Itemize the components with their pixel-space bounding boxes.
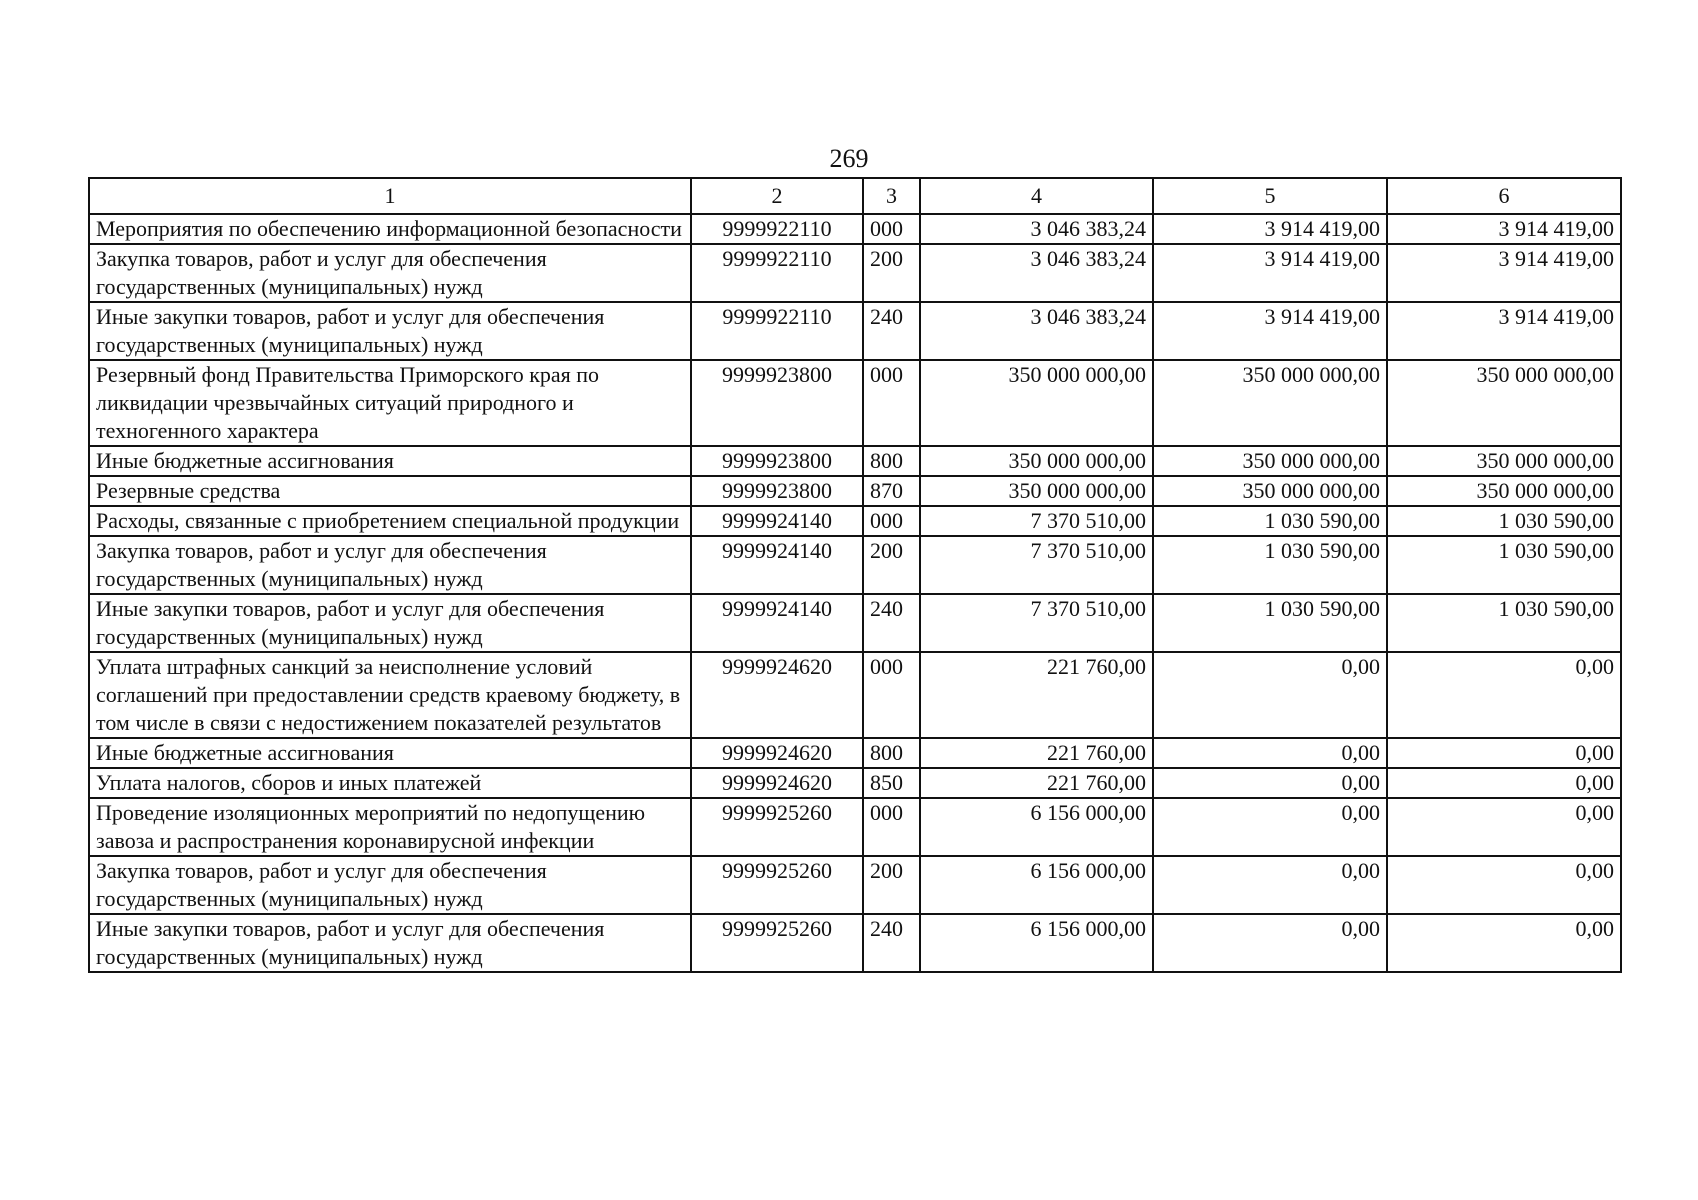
amount-col4: 350 000 000,00 bbox=[920, 360, 1153, 446]
table-row bbox=[89, 594, 1621, 652]
amount-col6: 3 914 419,00 bbox=[1387, 244, 1621, 302]
expense-type-code: 200 bbox=[863, 244, 920, 302]
amount-col6: 0,00 bbox=[1387, 856, 1621, 914]
expense-name: Закупка товаров, работ и услуг для обеспечения государственных (муниципальных) нужд bbox=[89, 244, 691, 302]
expense-name: Закупка товаров, работ и услуг для обеспечения государственных (муниципальных) нужд bbox=[89, 856, 691, 914]
expense-type-code: 240 bbox=[863, 594, 920, 652]
amount-col6: 0,00 bbox=[1387, 798, 1621, 856]
expense-name: Закупка товаров, работ и услуг для обеспечения государственных (муниципальных) нужд bbox=[89, 536, 691, 594]
amount-col6: 0,00 bbox=[1387, 652, 1621, 738]
target-article-code: 9999922110 bbox=[691, 214, 863, 244]
amount-col4: 6 156 000,00 bbox=[920, 914, 1153, 972]
target-article-code: 9999924140 bbox=[691, 536, 863, 594]
amount-col6: 3 914 419,00 bbox=[1387, 214, 1621, 244]
amount-col5: 3 914 419,00 bbox=[1153, 214, 1387, 244]
column-header-5: 5 bbox=[1153, 178, 1387, 214]
expense-name: Иные бюджетные ассигнования bbox=[89, 738, 691, 768]
column-header-3: 3 bbox=[863, 178, 920, 214]
expense-name: Иные закупки товаров, работ и услуг для обеспечения государственных (муниципальных) нужд bbox=[89, 302, 691, 360]
amount-col4: 6 156 000,00 bbox=[920, 856, 1153, 914]
table-row bbox=[89, 476, 1621, 506]
table-body bbox=[89, 214, 1621, 972]
table-row bbox=[89, 244, 1621, 302]
expense-type-code: 000 bbox=[863, 652, 920, 738]
amount-col5: 1 030 590,00 bbox=[1153, 536, 1387, 594]
budget-table bbox=[88, 177, 1622, 973]
expense-type-code: 000 bbox=[863, 798, 920, 856]
amount-col6: 1 030 590,00 bbox=[1387, 594, 1621, 652]
amount-col5: 1 030 590,00 bbox=[1153, 506, 1387, 536]
amount-col5: 350 000 000,00 bbox=[1153, 360, 1387, 446]
amount-col6: 1 030 590,00 bbox=[1387, 506, 1621, 536]
target-article-code: 9999923800 bbox=[691, 360, 863, 446]
column-header-4: 4 bbox=[920, 178, 1153, 214]
expense-type-code: 000 bbox=[863, 360, 920, 446]
amount-col5: 3 914 419,00 bbox=[1153, 302, 1387, 360]
target-article-code: 9999925260 bbox=[691, 914, 863, 972]
column-header-2: 2 bbox=[691, 178, 863, 214]
amount-col4: 350 000 000,00 bbox=[920, 476, 1153, 506]
amount-col4: 6 156 000,00 bbox=[920, 798, 1153, 856]
amount-col4: 221 760,00 bbox=[920, 652, 1153, 738]
amount-col5: 0,00 bbox=[1153, 738, 1387, 768]
expense-name: Иные закупки товаров, работ и услуг для обеспечения государственных (муниципальных) нужд bbox=[89, 594, 691, 652]
table-row bbox=[89, 536, 1621, 594]
amount-col5: 0,00 bbox=[1153, 798, 1387, 856]
table-row bbox=[89, 768, 1621, 798]
expense-name: Иные закупки товаров, работ и услуг для обеспечения государственных (муниципальных) нужд bbox=[89, 914, 691, 972]
target-article-code: 9999924620 bbox=[691, 652, 863, 738]
target-article-code: 9999923800 bbox=[691, 446, 863, 476]
amount-col6: 3 914 419,00 bbox=[1387, 302, 1621, 360]
target-article-code: 9999925260 bbox=[691, 856, 863, 914]
table-row bbox=[89, 856, 1621, 914]
expense-type-code: 800 bbox=[863, 738, 920, 768]
table-row bbox=[89, 446, 1621, 476]
expense-type-code: 240 bbox=[863, 914, 920, 972]
amount-col4: 7 370 510,00 bbox=[920, 594, 1153, 652]
amount-col5: 1 030 590,00 bbox=[1153, 594, 1387, 652]
amount-col4: 3 046 383,24 bbox=[920, 214, 1153, 244]
expense-type-code: 240 bbox=[863, 302, 920, 360]
target-article-code: 9999922110 bbox=[691, 244, 863, 302]
amount-col6: 350 000 000,00 bbox=[1387, 446, 1621, 476]
table-row bbox=[89, 738, 1621, 768]
amount-col4: 3 046 383,24 bbox=[920, 244, 1153, 302]
table-header bbox=[89, 178, 1621, 214]
expense-name: Резервный фонд Правительства Приморского края по ликвидации чрезвычайных ситуаций природного и техногенного характера bbox=[89, 360, 691, 446]
amount-col4: 7 370 510,00 bbox=[920, 506, 1153, 536]
table-row bbox=[89, 302, 1621, 360]
target-article-code: 9999923800 bbox=[691, 476, 863, 506]
amount-col5: 0,00 bbox=[1153, 768, 1387, 798]
table-row bbox=[89, 214, 1621, 244]
target-article-code: 9999924620 bbox=[691, 768, 863, 798]
header-row bbox=[89, 178, 1621, 214]
expense-type-code: 200 bbox=[863, 536, 920, 594]
expense-type-code: 000 bbox=[863, 506, 920, 536]
amount-col6: 1 030 590,00 bbox=[1387, 536, 1621, 594]
table-row bbox=[89, 360, 1621, 446]
amount-col5: 3 914 419,00 bbox=[1153, 244, 1387, 302]
amount-col6: 0,00 bbox=[1387, 914, 1621, 972]
column-header-6: 6 bbox=[1387, 178, 1621, 214]
expense-name: Мероприятия по обеспечению информационной безопасности bbox=[89, 214, 691, 244]
amount-col5: 350 000 000,00 bbox=[1153, 476, 1387, 506]
amount-col6: 0,00 bbox=[1387, 768, 1621, 798]
expense-name: Уплата штрафных санкций за неисполнение условий соглашений при предоставлении средств краевому бюджету, в том числе в связи с недостижением показателей результатов bbox=[89, 652, 691, 738]
target-article-code: 9999922110 bbox=[691, 302, 863, 360]
target-article-code: 9999924140 bbox=[691, 506, 863, 536]
column-header-1: 1 bbox=[89, 178, 691, 214]
amount-col5: 0,00 bbox=[1153, 856, 1387, 914]
amount-col4: 7 370 510,00 bbox=[920, 536, 1153, 594]
target-article-code: 9999924140 bbox=[691, 594, 863, 652]
target-article-code: 9999924620 bbox=[691, 738, 863, 768]
amount-col6: 0,00 bbox=[1387, 738, 1621, 768]
amount-col4: 221 760,00 bbox=[920, 768, 1153, 798]
table-row bbox=[89, 914, 1621, 972]
expense-type-code: 850 bbox=[863, 768, 920, 798]
expense-type-code: 800 bbox=[863, 446, 920, 476]
amount-col4: 3 046 383,24 bbox=[920, 302, 1153, 360]
amount-col5: 0,00 bbox=[1153, 652, 1387, 738]
amount-col5: 350 000 000,00 bbox=[1153, 446, 1387, 476]
table-row bbox=[89, 798, 1621, 856]
expense-name: Уплата налогов, сборов и иных платежей bbox=[89, 768, 691, 798]
amount-col4: 221 760,00 bbox=[920, 738, 1153, 768]
amount-col6: 350 000 000,00 bbox=[1387, 360, 1621, 446]
expense-name: Иные бюджетные ассигнования bbox=[89, 446, 691, 476]
table-row bbox=[89, 506, 1621, 536]
expense-type-code: 200 bbox=[863, 856, 920, 914]
expense-name: Резервные средства bbox=[89, 476, 691, 506]
expense-type-code: 870 bbox=[863, 476, 920, 506]
amount-col5: 0,00 bbox=[1153, 914, 1387, 972]
page-number: 269 bbox=[829, 144, 869, 173]
target-article-code: 9999925260 bbox=[691, 798, 863, 856]
table-row bbox=[89, 652, 1621, 738]
expense-name: Расходы, связанные с приобретением специальной продукции bbox=[89, 506, 691, 536]
expense-type-code: 000 bbox=[863, 214, 920, 244]
amount-col4: 350 000 000,00 bbox=[920, 446, 1153, 476]
expense-name: Проведение изоляционных мероприятий по недопущению завоза и распространения коронавирусной инфекции bbox=[89, 798, 691, 856]
amount-col6: 350 000 000,00 bbox=[1387, 476, 1621, 506]
